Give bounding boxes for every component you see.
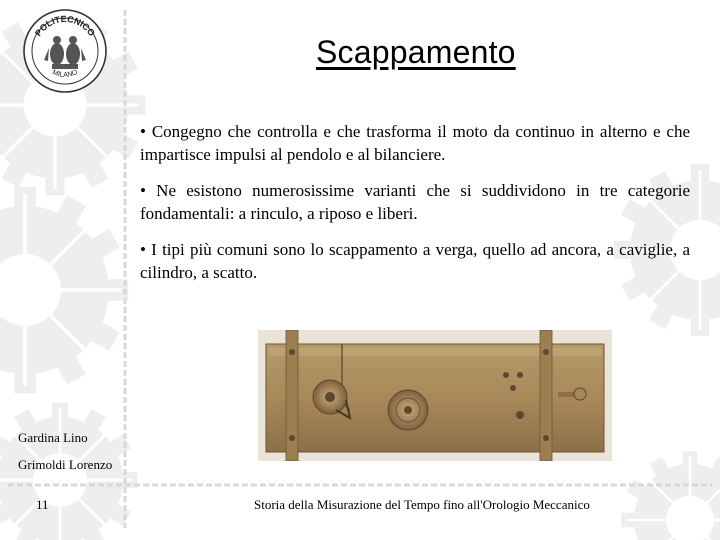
author-name-1: Gardina Lino — [18, 430, 88, 445]
escapement-photo — [258, 330, 612, 461]
bullet-item-definition: • Congegno che controlla e che trasforma il moto da continuo in alterno e che impartisce impulsi al pendolo e al bilanciere. — [140, 122, 690, 164]
gear-decoration-bottom-right — [621, 451, 720, 540]
page-number: 11 — [36, 497, 49, 512]
bullet-list — [140, 120, 690, 297]
gear-decoration-middle — [0, 187, 128, 393]
slide-title: Scappamento — [316, 34, 516, 70]
university-seal-logo — [22, 8, 108, 94]
bullet-item-common-types: • I tipi più comuni sono lo scappamento a verga, quello ad ancora, a caviglie, a cilindro, a scatto. — [140, 240, 690, 282]
seal-top-text: POLITECNICO — [32, 13, 98, 38]
course-footer-title: Storia della Misurazione del Tempo fino all'Orologio Meccanico — [254, 497, 590, 512]
bullet-item-categories: • Ne esistono numerosissime varianti che si suddividono in tre categorie fondamentali: a rinculo, a riposo e liberi. — [140, 181, 690, 223]
author-name-2: Grimoldi Lorenzo — [18, 457, 113, 472]
seal-bottom-text: MILANO — [51, 69, 79, 79]
